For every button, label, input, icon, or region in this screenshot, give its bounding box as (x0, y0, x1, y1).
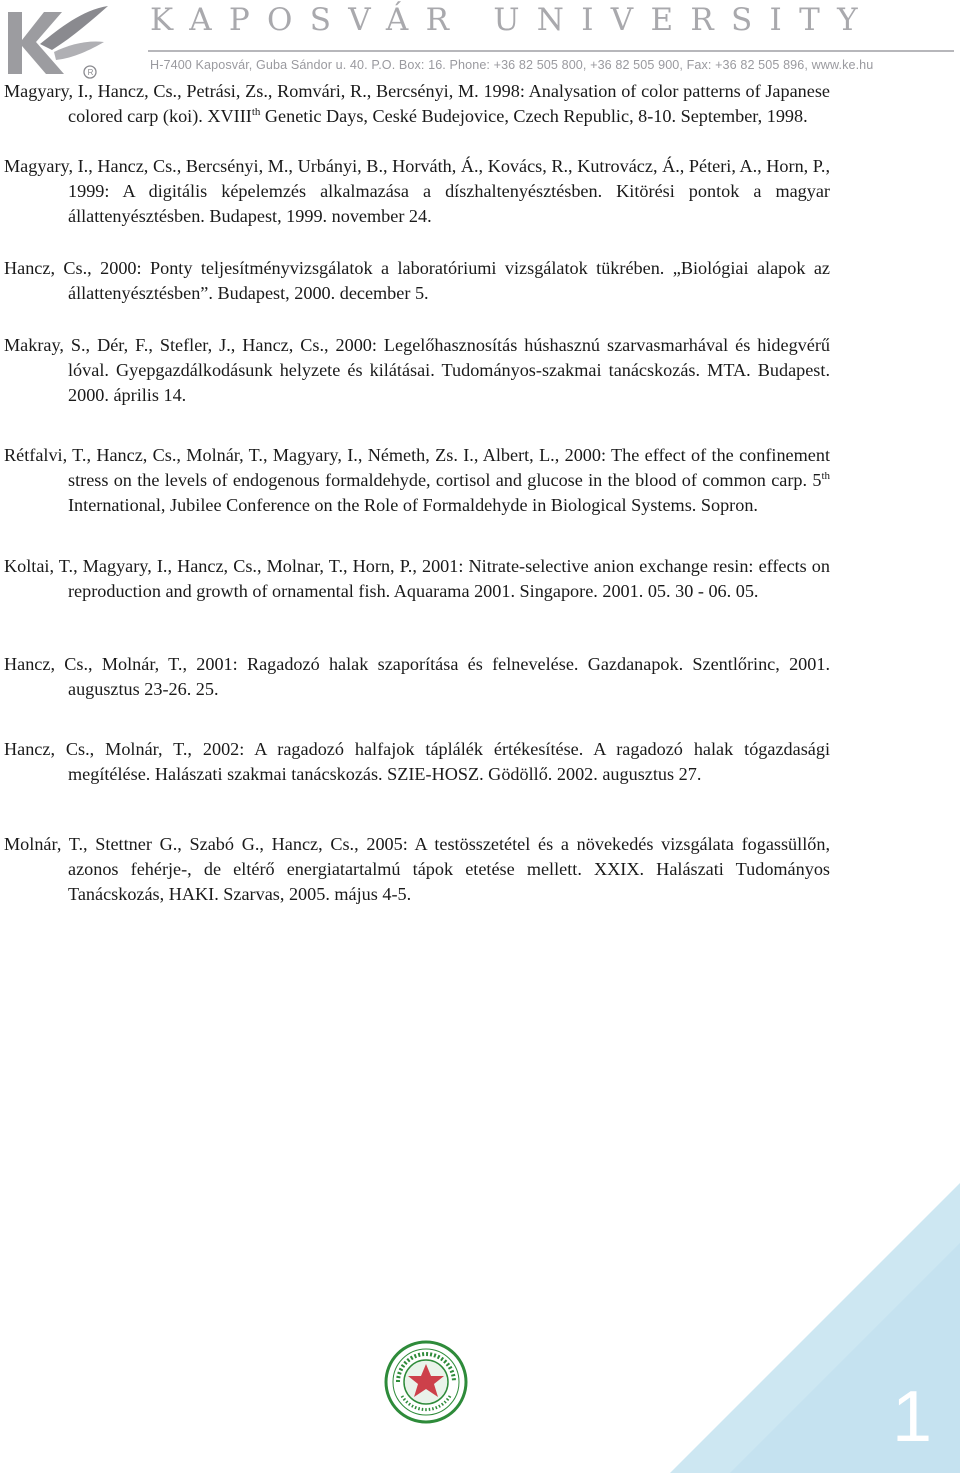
reference-text: Makray, S., Dér, F., Stefler, J., Hancz, Cs., 2000: Legelőhasznosítás húshasznú szarvasmarhával és hidegvérű lóval. Gyepgazdálkodásunk helyzete és kilátásai. Tudományos-szakmai tanácskozás. MTA. Budapest. 2000. április 14. (4, 335, 830, 405)
reference-item (4, 333, 830, 408)
certification-seal (384, 1340, 468, 1424)
reference-item (4, 79, 830, 129)
ke-logo-icon (0, 0, 110, 82)
reference-list (4, 79, 830, 907)
reference-item (4, 154, 830, 229)
reference-text: Hancz, Cs., Molnár, T., 2002: A ragadozó halfajok táplálék értékesítése. A ragadozó halak tógazdasági megítélése. Halászati szakmai tanácskozás. SZIE-HOSZ. Gödöllő. 2002. augusztus 27. (4, 739, 830, 784)
superscript-ordinal: th (821, 469, 830, 482)
superscript-ordinal: th (251, 105, 261, 118)
reference-text: Magyary, I., Hancz, Cs., Petrási, Zs., Romvári, R., Bercsényi, M. 1998: Analysation of color patterns of Japanese colored carp (koi). XVIII (4, 81, 830, 126)
reference-text-continued: International, Jubilee Conference on the Role of Formaldehyde in Biological Systems. Sopron. (68, 495, 758, 515)
page-number: 1 (891, 1377, 932, 1457)
reference-text: Magyary, I., Hancz, Cs., Bercsényi, M., Urbányi, B., Horváth, Á., Kovács, R., Kutrovácz, Á., Péteri, A., Horn, P., 1999: A digitális képelemzés alkalmazása a díszhaltenyésztésben. Kitörési pontok a magyar állattenyésztésben. Budapest, 1999. november 24. (4, 156, 830, 226)
reference-item (4, 652, 830, 702)
reference-item (4, 554, 830, 604)
university-logo (0, 0, 110, 82)
svg-text:R: R (87, 68, 94, 77)
reference-text-continued: Genetic Days, Ceské Budejovice, Czech Republic, 8-10. September, 1998. (260, 106, 808, 126)
reference-item (4, 443, 830, 518)
reference-text: Hancz, Cs., 2000: Ponty teljesítményvizsgálatok a laboratóriumi vizsgálatok tükrében. „Biológiai alapok az állattenyésztésben”. Budapest, 2000. december 5. (4, 258, 830, 303)
reference-item (4, 256, 830, 306)
university-address: H-7400 Kaposvár, Guba Sándor u. 40. P.O. Box: 16. Phone: +36 82 505 800, +36 82 505 900, Fax: +36 82 505 896, www.ke.hu (150, 58, 874, 72)
header-divider (148, 50, 954, 52)
quality-seal-icon (384, 1340, 468, 1424)
reference-item (4, 832, 830, 907)
reference-text: Molnár, T., Stettner G., Szabó G., Hancz, Cs., 2005: A testösszetétel és a növekedés vizsgálata fogassüllőn, azonos fehérje-, de eltérő energiatartalmú tápok etetése mellett. XXIX. Halászati Tudományos Tanácskozás, HAKI. Szarvas, 2005. május 4-5. (4, 834, 830, 904)
university-name: KAPOSVÁR UNIVERSITY (150, 2, 875, 38)
reference-item (4, 737, 830, 787)
reference-text: Hancz, Cs., Molnár, T., 2001: Ragadozó halak szaporítása és felnevelése. Gazdanapok. Szentlőrinc, 2001. augusztus 23-26. 25. (4, 654, 830, 699)
reference-text: Koltai, T., Magyary, I., Hancz, Cs., Molnar, T., Horn, P., 2001: Nitrate-selective anion exchange resin: effects on reproduction and growth of ornamental fish. Aquarama 2001. Singapore. 2001. 05. 30 - 06. 05. (4, 556, 830, 601)
reference-text: Rétfalvi, T., Hancz, Cs., Molnár, T., Magyary, I., Németh, Zs. I., Albert, L., 2000: The effect of the confinement stress on the levels of endogenous formaldehyde, cortisol and glucose in the blood of common carp. 5 (4, 445, 830, 490)
